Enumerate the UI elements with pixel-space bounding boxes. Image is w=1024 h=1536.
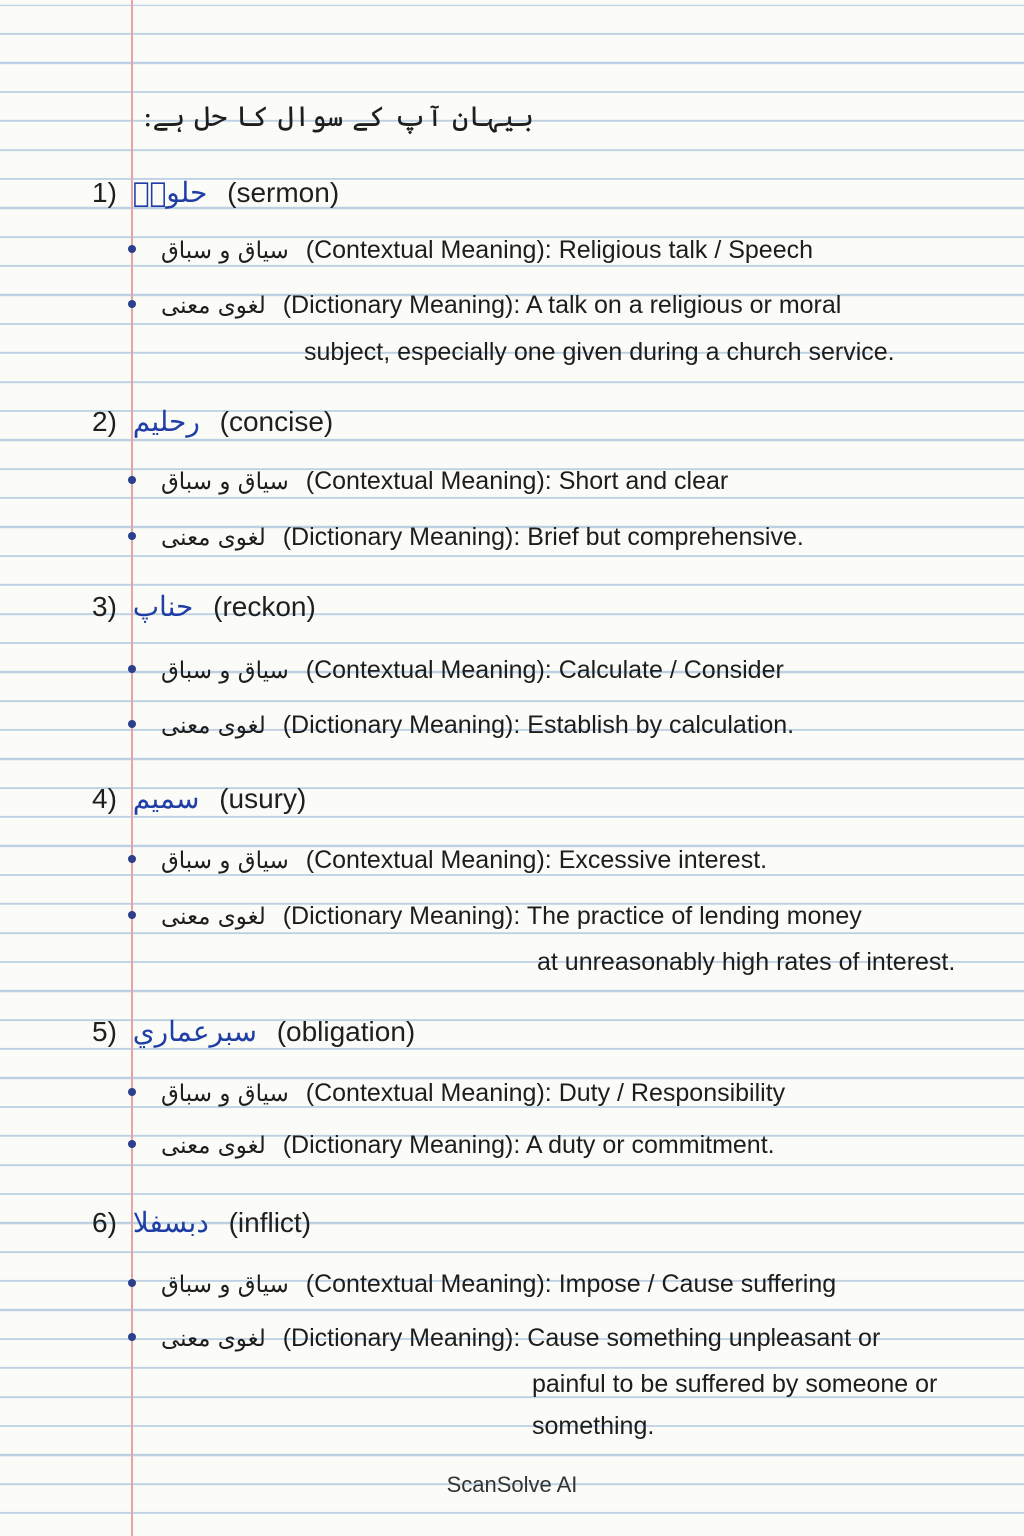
meaning-text: Religious talk / Speech [558,236,813,264]
dictionary-meaning [128,1324,880,1353]
meaning-label: (Dictionary Meaning): [282,902,521,930]
contextual-meaning [128,467,728,496]
meaning-label: (Contextual Meaning): [305,656,552,684]
meaning-text: Brief but comprehensive. [527,523,804,551]
meaning-label: (Contextual Meaning): [305,1270,552,1298]
urdu-label: سیاق و سباق [160,1081,289,1107]
meaning-label: (Contextual Meaning): [305,467,552,495]
bullet-icon [128,300,136,308]
term-line [92,1015,415,1048]
meaning-text: Excessive interest. [558,846,768,874]
bullet-icon [128,245,136,253]
term-line [92,405,333,438]
meaning-continuation: subject, especially one given during a church service. [304,338,895,366]
meaning-label: (Dictionary Meaning): [282,523,521,551]
urdu-label: لغوی معنی [160,1326,266,1352]
meaning-text: Calculate / Consider [558,656,784,684]
dictionary-meaning [128,1131,775,1160]
contextual-meaning [128,656,784,685]
urdu-label: لغوی معنی [160,713,266,739]
page-heading: بیہان آپ کے سوال کا حل ہے: [143,100,534,133]
meaning-text: Establish by calculation. [527,711,795,739]
bullet-icon [128,720,136,728]
meaning-label: (Dictionary Meaning): [282,291,521,319]
bullet-icon [128,1279,136,1287]
urdu-label: سیاق و سباق [160,1272,289,1298]
bullet-icon [128,1333,136,1341]
contextual-meaning [128,1270,836,1299]
meaning-text: Short and clear [558,467,729,495]
term-line [92,590,316,623]
urdu-label: لغوی معنی [160,525,266,551]
english-term: (reckon) [213,591,316,622]
meaning-label: (Dictionary Meaning): [282,711,521,739]
meaning-label: (Dictionary Meaning): [282,1324,521,1352]
contextual-meaning [128,1079,785,1108]
urdu-label: لغوی معنی [160,293,266,319]
urdu-word: دبسفلا [132,1206,209,1239]
meaning-text: A talk on a religious or moral [525,291,842,319]
urdu-word: سبرعماري [132,1015,257,1048]
bullet-icon [128,1140,136,1148]
meaning-label: (Contextual Meaning): [305,846,552,874]
entry-number: 4) [92,783,117,814]
term-line [92,1206,311,1239]
bullet-icon [128,855,136,863]
meaning-text: Cause something unpleasant or [527,1324,881,1352]
footer-brand: ScanSolve AI [446,1472,578,1497]
meaning-label: (Contextual Meaning): [305,236,552,264]
bullet-icon [128,532,136,540]
meaning-continuation: at unreasonably high rates of interest. [537,948,956,976]
entry-number: 6) [92,1207,117,1238]
entry-number: 1) [92,177,117,208]
urdu-word: رحلیم [132,405,200,438]
urdu-word: حلوپؔ [132,176,208,209]
urdu-word: سمیم [132,782,200,815]
urdu-label: لغوی معنی [160,1133,266,1159]
meaning-text: The practice of lending money [526,902,862,930]
meaning-continuation-2: something. [532,1412,655,1440]
dictionary-meaning [128,902,862,931]
dictionary-meaning [128,291,841,320]
urdu-label: سیاق و سباق [160,658,289,684]
urdu-label: سیاق و سباق [160,848,289,874]
meaning-text: A duty or commitment. [525,1131,775,1159]
english-term: (concise) [219,406,334,437]
meaning-continuation: painful to be suffered by someone or [532,1370,938,1398]
meaning-text: Duty / Responsibility [558,1079,786,1107]
entry-number: 2) [92,406,117,437]
bullet-icon [128,665,136,673]
bullet-icon [128,1088,136,1096]
bullet-icon [128,911,136,919]
meaning-label: (Contextual Meaning): [305,1079,552,1107]
english-term: (obligation) [276,1016,416,1047]
urdu-label: سیاق و سباق [160,238,289,264]
term-line [92,176,339,209]
english-term: (inflict) [228,1207,312,1238]
meaning-label: (Dictionary Meaning): [282,1131,521,1159]
contextual-meaning [128,236,813,265]
margin-line [131,0,133,1536]
dictionary-meaning [128,711,794,740]
english-term: (usury) [219,783,307,814]
meaning-text: Impose / Cause suffering [558,1270,837,1298]
english-term: (sermon) [227,177,340,208]
bullet-icon [128,476,136,484]
contextual-meaning [128,846,767,875]
entry-number: 3) [92,591,117,622]
entry-number: 5) [92,1016,117,1047]
urdu-word: حناپ [132,590,194,623]
dictionary-meaning [128,523,804,552]
term-line [92,782,306,815]
urdu-label: سیاق و سباق [160,469,289,495]
urdu-label: لغوی معنی [160,904,266,930]
